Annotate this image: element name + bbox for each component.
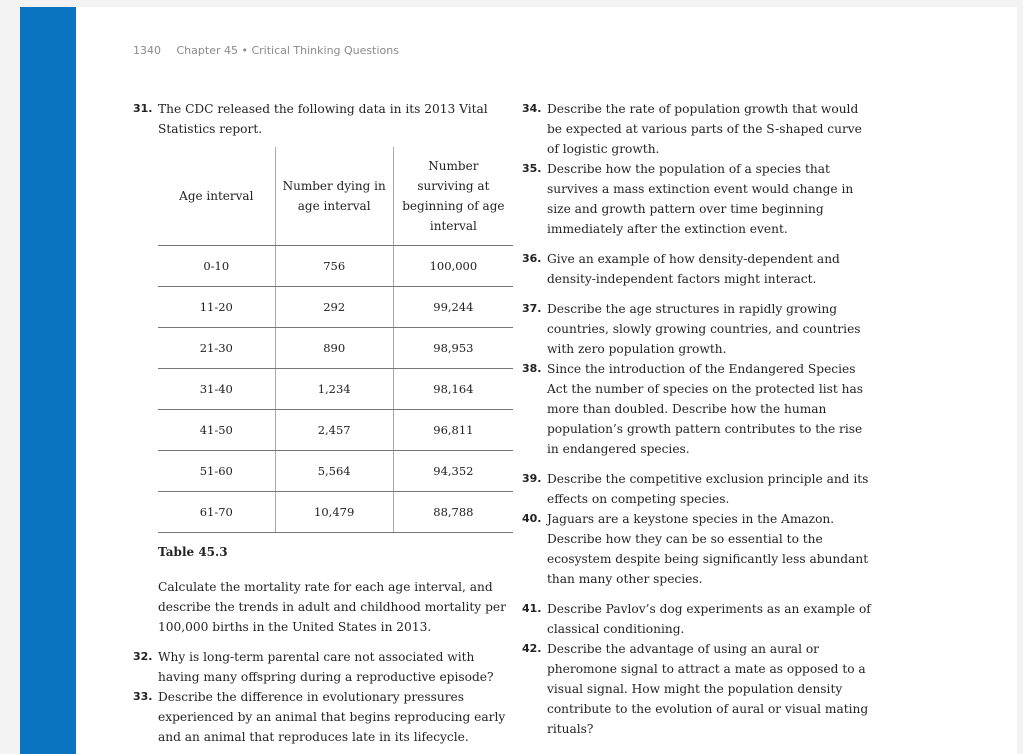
table-cell: 51-60 [158, 451, 275, 492]
table-header-number-dying: Number dying in age interval [275, 147, 393, 246]
table-cell: 41-50 [158, 410, 275, 451]
table-cell: 98,953 [393, 328, 513, 369]
question-number: 38. [522, 362, 542, 375]
question-text: Describe the age structures in rapidly growing countries, slowly growing countries, and countries with zero population growth. [547, 302, 861, 356]
question-37 [522, 299, 877, 359]
table-cell: 890 [275, 328, 393, 369]
table-caption: Table 45.3 [158, 545, 228, 559]
question-32 [133, 647, 513, 687]
table-row [158, 328, 513, 369]
question-text: Why is long-term parental care not associated with having many offspring during a reproductive episode? [158, 650, 494, 684]
question-36 [522, 249, 877, 289]
question-38 [522, 359, 877, 459]
question-number: 36. [522, 252, 542, 265]
mortality-table [158, 147, 513, 533]
table-row [158, 287, 513, 328]
question-text: Give an example of how density-dependent and density-independent factors might interact. [547, 252, 840, 286]
table-header-number-surviving: Number surviving at beginning of age interval [393, 147, 513, 246]
question-text: Describe the advantage of using an aural or pheromone signal to attract a mate as opposed to a visual signal. How might the population density contribute to the evolution of aural or visual mating rituals? [547, 642, 869, 736]
right-column [522, 99, 877, 739]
table-row [158, 369, 513, 410]
table-cell: 88,788 [393, 492, 513, 533]
table-cell: 2,457 [275, 410, 393, 451]
table-cell: 100,000 [393, 246, 513, 287]
table-header-row [158, 147, 513, 246]
table-cell: 99,244 [393, 287, 513, 328]
table-cell: 11-20 [158, 287, 275, 328]
table-cell: 21-30 [158, 328, 275, 369]
question-number: 41. [522, 602, 542, 615]
question-number: 39. [522, 472, 542, 485]
question-number: 35. [522, 162, 542, 175]
running-header [133, 44, 399, 57]
question-text: Since the introduction of the Endangered Species Act the number of species on the protected list has more than doubled. Describe how the human population’s growth pattern contributes to the rise in endangered species. [547, 362, 864, 456]
table-cell: 98,164 [393, 369, 513, 410]
table-row [158, 410, 513, 451]
question-40 [522, 509, 877, 589]
table-cell: 61-70 [158, 492, 275, 533]
question-33 [133, 687, 513, 747]
question-text: The CDC released the following data in its 2013 Vital Statistics report. [158, 102, 488, 136]
table-cell: 1,234 [275, 369, 393, 410]
left-column [133, 99, 513, 747]
table-cell: 94,352 [393, 451, 513, 492]
table-row [158, 246, 513, 287]
question-text: Jaguars are a keystone species in the Amazon. Describe how they can be so essential to the ecosystem despite being significantly less abundant than many other species. [547, 512, 869, 586]
table-cell: 756 [275, 246, 393, 287]
question-39 [522, 469, 877, 509]
question-text: Describe Pavlov’s dog experiments as an example of classical conditioning. [547, 602, 871, 636]
question-35 [522, 159, 877, 239]
question-text: Describe the difference in evolutionary pressures experienced by an animal that begins reproducing early and an animal that reproduces late in its lifecycle. [158, 690, 506, 744]
question-31-followup: Calculate the mortality rate for each age interval, and describe the trends in adult and childhood mortality per 100,000 births in the United States in 2013. [158, 580, 506, 634]
document-page [20, 7, 1017, 754]
page-number: 1340 [133, 44, 161, 57]
table-row [158, 451, 513, 492]
question-number: 33. [133, 690, 153, 703]
question-number: 42. [522, 642, 542, 655]
table-header-age-interval: Age interval [158, 147, 275, 246]
table-cell: 0-10 [158, 246, 275, 287]
question-number: 32. [133, 650, 153, 663]
table-cell: 292 [275, 287, 393, 328]
question-text: Describe the competitive exclusion principle and its effects on competing species. [547, 472, 869, 506]
question-number: 40. [522, 512, 542, 525]
table-cell: 10,479 [275, 492, 393, 533]
question-number: 34. [522, 102, 542, 115]
table-cell: 5,564 [275, 451, 393, 492]
question-number: 37. [522, 302, 542, 315]
question-text: Describe how the population of a species that survives a mass extinction event would change in size and growth pattern over time beginning immediately after the extinction event. [547, 162, 854, 236]
question-34 [522, 99, 877, 159]
table-cell: 96,811 [393, 410, 513, 451]
table-cell: 31-40 [158, 369, 275, 410]
table-row [158, 492, 513, 533]
chapter-color-bar [20, 7, 76, 754]
question-41 [522, 599, 877, 639]
question-31 [133, 99, 513, 139]
question-42 [522, 639, 877, 739]
chapter-title: Chapter 45 • Critical Thinking Questions [176, 44, 399, 57]
question-text: Describe the rate of population growth that would be expected at various parts of the S-shaped curve of logistic growth. [547, 102, 862, 156]
question-number: 31. [133, 102, 153, 115]
